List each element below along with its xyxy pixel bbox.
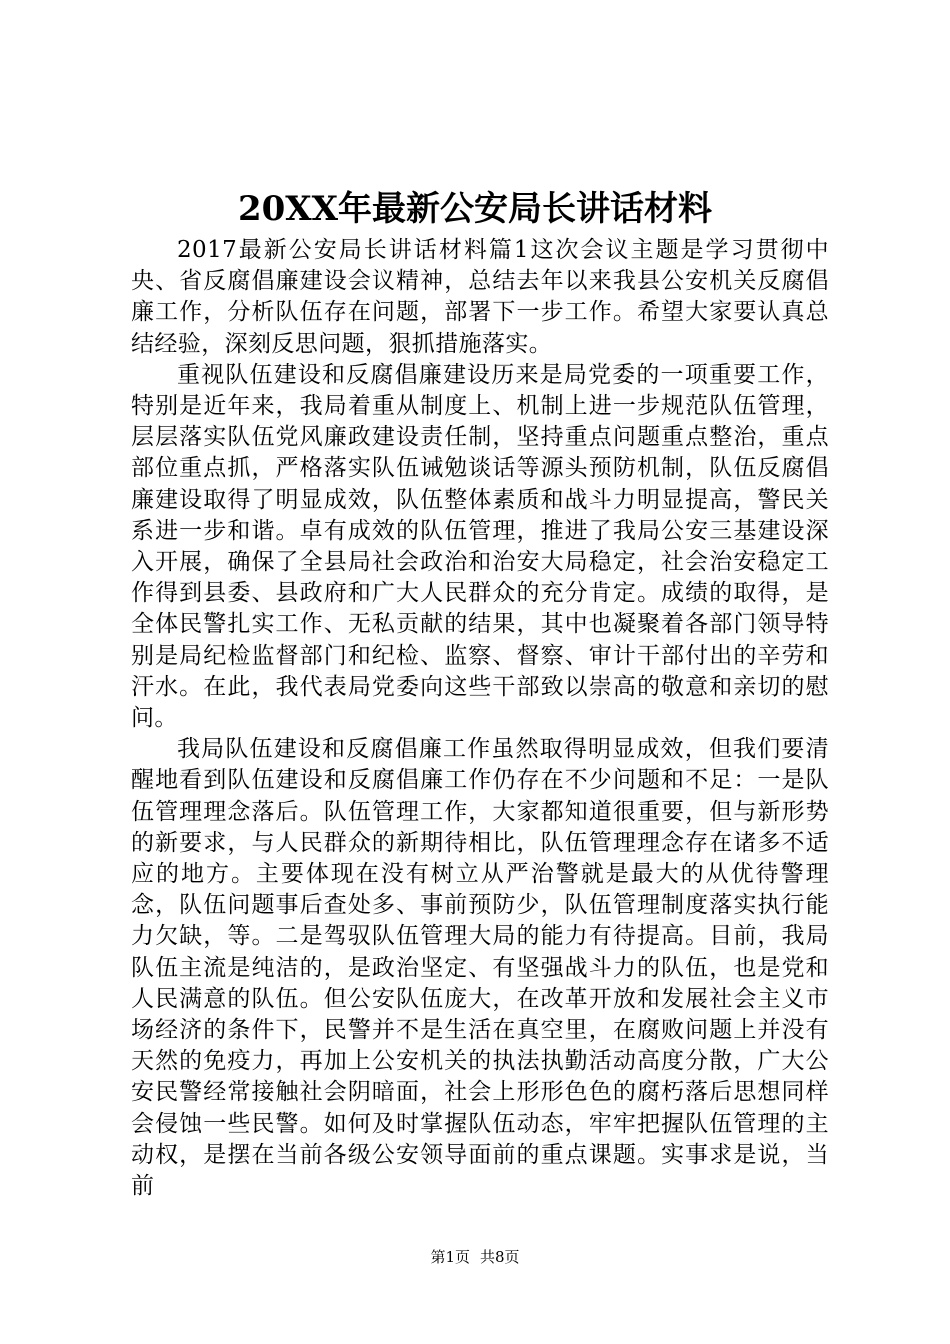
page-total: 共8页: [480, 1248, 520, 1266]
document-body: [131, 235, 829, 1202]
document-title: 20XX年最新公安局长讲话材料: [237, 189, 713, 229]
paragraph: 我局队伍建设和反腐倡廉工作虽然取得明显成效，但我们要清醒地看到队伍建设和反腐倡廉工作仍存在不少问题和不足：一是队伍管理理念落后。队伍管理工作，大家都知道很重要，但与新形势的新要求，与人民群众的新期待相比，队伍管理理念存在诸多不适应的地方。主要体现在没有树立从严治警就是最大的从优待警理念，队伍问题事后查处多、事前预防少，队伍管理制度落实执行能力欠缺，等。二是驾驭队伍管理大局的能力有待提高。目前，我局队伍主流是纯洁的，是政治坚定、有坚强战斗力的队伍，也是党和人民满意的队伍。但公安队伍庞大，在改革开放和发展社会主义市场经济的条件下，民警并不是生活在真空里，在腐败问题上并没有天然的免疫力，再加上公安机关的执法执勤活动高度分散，广大公安民警经常接触社会阴暗面，社会上形形色色的腐朽落后思想同样会侵蚀一些民警。如何及时掌握队伍动态，牢牢把握队伍管理的主动权，是摆在当前各级公安领导面前的重点课题。实事求是说，当前: [131, 736, 829, 1200]
paragraph: 2017最新公安局长讲话材料篇1这次会议主题是学习贯彻中央、省反腐倡廉建设会议精神，总结去年以来我县公安机关反腐倡廉工作，分析队伍存在问题，部署下一步工作。希望大家要认真总结经验，深刻反思问题，狠抓措施落实。: [131, 237, 829, 357]
paragraph: 重视队伍建设和反腐倡廉建设历来是局党委的一项重要工作，特别是近年来，我局着重从制度上、机制上进一步规范队伍管理，层层落实队伍党风廉政建设责任制，坚持重点问题重点整治，重点部位重点抓，严格落实队伍诫勉谈话等源头预防机制，队伍反腐倡廉建设取得了明显成效，队伍整体素质和战斗力明显提高，警民关系进一步和谐。卓有成效的队伍管理，推进了我局公安三基建设深入开展，确保了全县局社会政治和治安大局稳定，社会治安稳定工作得到县委、县政府和广大人民群众的充分肯定。成绩的取得，是全体民警扎实工作、无私贡献的结果，其中也凝聚着各部门领导特别是局纪检监督部门和纪检、监察、督察、审计干部付出的辛劳和汗水。在此，我代表局党委向这些干部致以崇高的敬意和亲切的慰问。: [131, 361, 829, 732]
page-number: 第1页: [430, 1248, 470, 1266]
page-footer: [0, 1247, 950, 1267]
